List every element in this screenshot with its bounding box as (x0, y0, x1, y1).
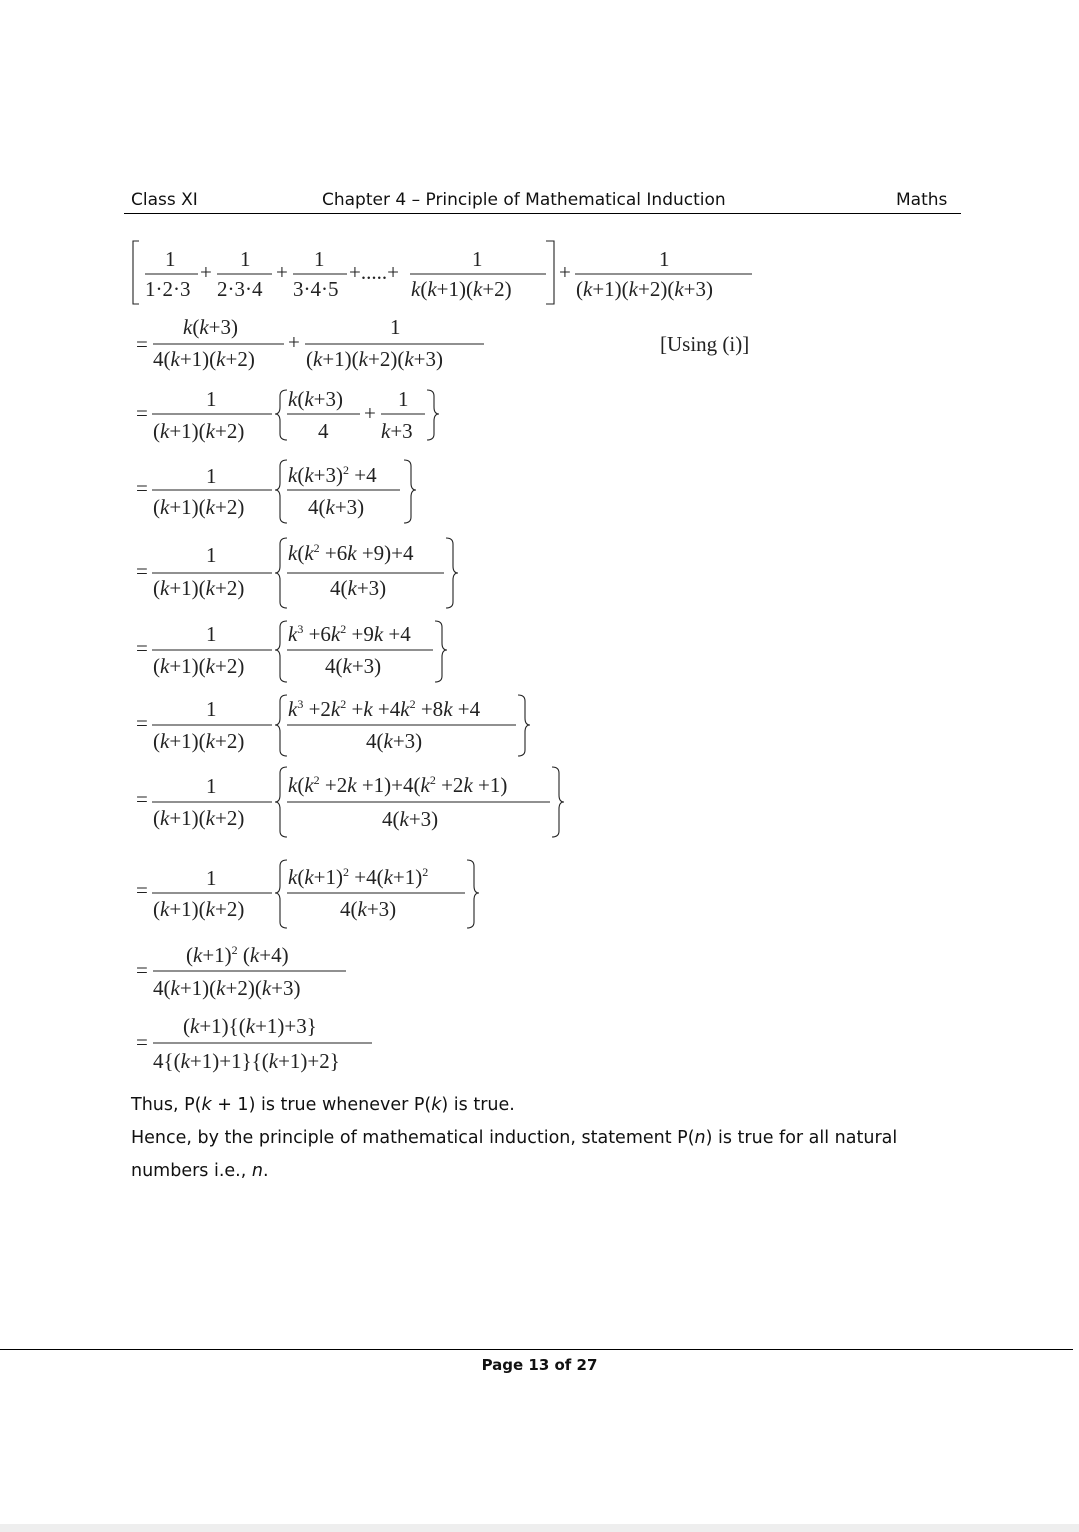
svg-text:k3 +2k2 +k +4k2 +8k +4: $k^3 +2k^2 +k +4k^2 +8k +4$ (288, 697, 481, 721)
svg-text:(k+1)(k+2): (k+1)(k+2) (153, 806, 245, 830)
var-k: k (431, 1095, 442, 1115)
text-run: . (262, 1161, 269, 1181)
svg-text:=: = (136, 559, 148, 583)
page-number: Page 13 of 27 (481, 1356, 598, 1374)
text-run: + 1) is true whenever P( (211, 1095, 432, 1115)
equation-row-6 (136, 621, 447, 682)
svg-text:=: = (136, 1030, 148, 1054)
equation-row-4 (136, 460, 416, 523)
equation-row-10 (136, 943, 346, 1000)
svg-text:=: = (136, 787, 148, 811)
svg-text:4(k+3): 4(k+3) (325, 654, 382, 678)
equation-row-2 (136, 315, 749, 371)
using-i-note: [Using (i)] (660, 332, 750, 356)
svg-text:1: 1 (206, 697, 217, 721)
equation-row-11 (136, 1014, 372, 1073)
svg-text:4(k+3): 4(k+3) (330, 576, 387, 600)
svg-text:+: + (276, 260, 288, 284)
conclusion-line-1 (131, 1094, 515, 1116)
svg-text:(k+1)(k+2)(k+3): (k+1)(k+2)(k+3) (306, 347, 444, 371)
svg-text:1: 1 (314, 247, 325, 271)
svg-text:(k+1)(k+2): (k+1)(k+2) (153, 576, 245, 600)
header-chapter-title: Chapter 4 – Principle of Mathematical Induction (322, 190, 726, 210)
svg-text:=: = (136, 332, 148, 356)
svg-text:(k+1){(k+1)+3}: (k+1){(k+1)+3} (183, 1014, 317, 1038)
svg-text:=: = (136, 711, 148, 735)
svg-text:k(k+3): k(k+3) (288, 387, 343, 411)
svg-text:4(k+3): 4(k+3) (382, 807, 439, 831)
svg-text:2·3·4: 2·3·4 (217, 277, 263, 301)
svg-text:=: = (136, 878, 148, 902)
var-n: n (694, 1128, 706, 1148)
svg-text:1·2·3: 1·2·3 (145, 277, 191, 301)
svg-text:+: + (364, 401, 376, 425)
text-run: numbers i.e., (131, 1161, 252, 1181)
svg-text:(k+1)(k+2): (k+1)(k+2) (153, 729, 245, 753)
svg-text:1: 1 (398, 387, 409, 411)
svg-text:k(k+3)2 +4: $k(k+3)^2 +4$ (288, 463, 377, 487)
svg-text:=: = (136, 636, 148, 660)
conclusion-line-3 (131, 1160, 269, 1182)
svg-text:k(k2 +2k +1)+4(k2 +2k +1): $k(k^2 +2k +1)+4(k^2 +2k +1)$ (288, 773, 508, 797)
svg-text:1: 1 (206, 387, 217, 411)
svg-text:4{(k+1)+1}{(k+1)+2}: 4{(k+1)+1}{(k+1)+2} (153, 1049, 340, 1073)
var-k: k (201, 1095, 212, 1115)
svg-text:(k+1)(k+2): (k+1)(k+2) (153, 495, 245, 519)
svg-text:k(k2 +6k +9)+4: $k(k^2 +6k +9)+4$ (288, 541, 414, 565)
svg-text:k(k+1)2 +4(k+1)2: $k(k+1)^2 +4(k+1)^2$ (288, 865, 429, 889)
svg-text:(k+1)(k+2): (k+1)(k+2) (153, 897, 245, 921)
svg-text:(k+1)(k+2)(k+3): (k+1)(k+2)(k+3) (576, 277, 714, 301)
text-run: Thus, P( (131, 1095, 202, 1115)
svg-text:4(k+1)(k+2)(k+3): 4(k+1)(k+2)(k+3) (153, 976, 301, 1000)
svg-text:1: 1 (206, 866, 217, 890)
text-run: Hence, by the principle of mathematical induction, statement P( (131, 1128, 695, 1148)
svg-text:(k+1)(k+2): (k+1)(k+2) (153, 419, 245, 443)
svg-text:1: 1 (472, 247, 483, 271)
text-run: ) is true. (441, 1095, 515, 1115)
svg-text:1: 1 (659, 247, 670, 271)
equation-row-8 (136, 767, 564, 837)
equation-row-5 (136, 538, 458, 608)
text-run: ) is true for all natural (705, 1128, 898, 1148)
svg-text:+: + (288, 330, 300, 354)
equation-row-9 (136, 860, 479, 928)
svg-text:4(k+3): 4(k+3) (340, 897, 397, 921)
svg-text:(k+1)(k+2): (k+1)(k+2) (153, 654, 245, 678)
var-n: n (251, 1161, 263, 1181)
header-class: Class XI (131, 190, 198, 210)
equation-row-3 (136, 387, 439, 443)
header-subject: Maths (896, 190, 948, 210)
equation-row-1 (133, 241, 752, 304)
svg-text:k(k+3): k(k+3) (183, 315, 238, 339)
svg-text:4: 4 (318, 419, 329, 443)
bottom-band (0, 1524, 1079, 1532)
svg-text:k+3: k+3 (381, 419, 413, 443)
svg-text:=: = (136, 958, 148, 982)
svg-text:k3 +6k2 +9k +4: $k^3 +6k^2 +9k +4$ (288, 622, 411, 646)
svg-text:1: 1 (165, 247, 176, 271)
conclusion-line-2 (131, 1127, 897, 1149)
svg-text:=: = (136, 476, 148, 500)
svg-text:4(k+1)(k+2): 4(k+1)(k+2) (153, 347, 255, 371)
svg-text:1: 1 (206, 774, 217, 798)
svg-text:1: 1 (206, 543, 217, 567)
svg-text:1: 1 (206, 622, 217, 646)
svg-text:=: = (136, 401, 148, 425)
svg-text:+: + (559, 260, 571, 284)
svg-text:1: 1 (390, 315, 401, 339)
svg-text:1: 1 (240, 247, 251, 271)
footer-rule (0, 1349, 1073, 1350)
svg-text:4(k+3): 4(k+3) (366, 729, 423, 753)
svg-text:k(k+1)(k+2): k(k+1)(k+2) (411, 277, 512, 301)
svg-text:+.....+: +.....+ (349, 260, 399, 284)
svg-text:1: 1 (206, 464, 217, 488)
equation-row-7 (136, 695, 530, 756)
svg-text:4(k+3): 4(k+3) (308, 495, 365, 519)
svg-text:(k+1)2 (k+4): $(k+1)^2$ (k+4) (186, 943, 289, 967)
svg-text:3·4·5: 3·4·5 (293, 277, 339, 301)
svg-text:+: + (200, 260, 212, 284)
